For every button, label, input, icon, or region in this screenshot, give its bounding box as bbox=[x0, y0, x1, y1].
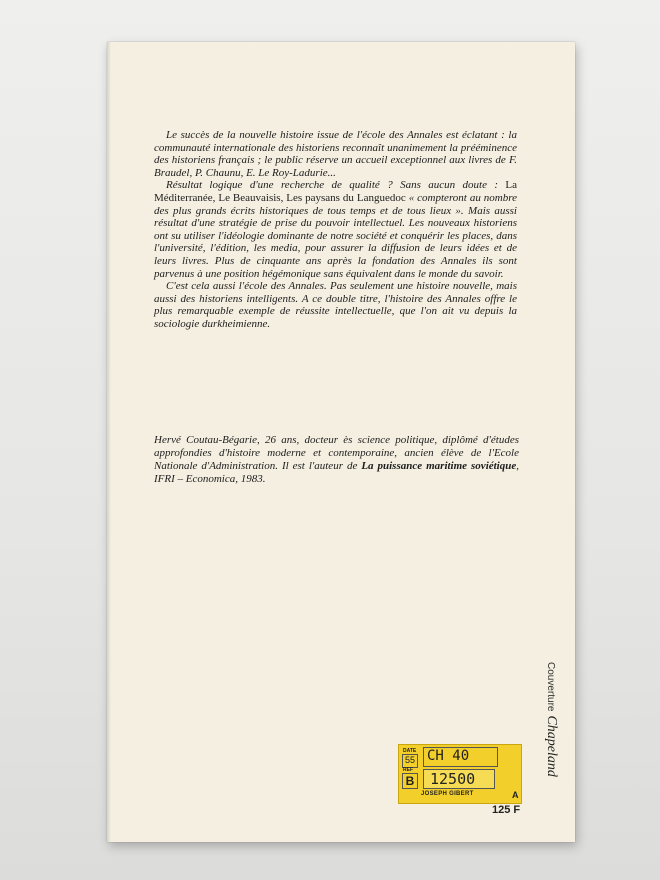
blurb-paragraph-3: C'est cela aussi l'école des Annales. Pas seulement une histoire nouvelle, mais aussi des historiens intelligents. A ce double titre, l'histoire des Annales offre le plus remarquable exemple de réussite intellectuelle, que l'on ait vu depuis la sociologie durkheimienne. bbox=[154, 280, 517, 330]
cover-credit-label: Couverture bbox=[545, 662, 556, 712]
blurb-paragraph-1: Le succès de la nouvelle histoire issue de l'école des Annales est éclatant : la communauté internationale des historiens reconnaît unanimement la prééminence des historiens français ; le public réserve un accueil exceptionnel aux livres de F. Braudel, P. Chaunu, E. Le Roy-Ladurie... bbox=[154, 129, 517, 179]
cover-credit bbox=[543, 662, 559, 777]
book-back-cover bbox=[107, 42, 575, 842]
sticker-mark: A bbox=[512, 790, 519, 800]
author-bio-text: Hervé Coutau-Bégarie, 26 ans, docteur ès science politique, diplômé d'études approfondies d'histoire moderne et contemporaine, ancien élève de l'Ecole Nationale d'Administration. Il est l'auteur de bbox=[154, 434, 519, 472]
cover-credit-signature: Chapeland bbox=[544, 715, 559, 777]
price-sticker bbox=[398, 744, 522, 804]
blurb-paragraph-2-rest: « compteront au nombre des plus grands écrits historiques de tous temps et de tous lieux ». Mais aussi résultat d'une stratégie de prise du pouvoir intellectuel. Les nouveaux historiens ont su utiliser l'idéologie dominante de notre société et conquérir les places, dans l'université, l'édition, les media, pour assurer la diffusion de leurs idées et de leurs livres. Plus de cinquante ans après la fondation des Annales ils sont parvenus à une position hégémonique sans équivalent dans le monde du savoir. bbox=[154, 191, 517, 280]
blurb-book-titles: La Méditerranée, Le Beauvaisis, Les paysans du Languedoc bbox=[154, 179, 517, 204]
blurb-paragraph-2-intro: Résultat logique d'une recherche de qualité ? Sans aucun doute : bbox=[166, 179, 498, 192]
sticker-date-label: DATE bbox=[403, 748, 417, 754]
sticker-code: CH 40 bbox=[423, 747, 498, 767]
printed-price: 125 F bbox=[492, 804, 521, 816]
sticker-ref-value: B bbox=[402, 773, 418, 789]
author-work-publisher: , IFRI – Economica, 1983. bbox=[154, 460, 519, 485]
sticker-ref-label: REF bbox=[403, 767, 413, 773]
author-work-title: La puissance maritime soviétique bbox=[361, 460, 517, 472]
blurb-text bbox=[154, 129, 517, 331]
sticker-seller: JOSEPH GIBERT bbox=[421, 791, 474, 797]
sticker-date-value: 55 bbox=[402, 754, 418, 768]
blurb-paragraph-2 bbox=[154, 179, 517, 280]
author-bio bbox=[154, 434, 519, 486]
sticker-price: 12500 bbox=[423, 769, 495, 789]
